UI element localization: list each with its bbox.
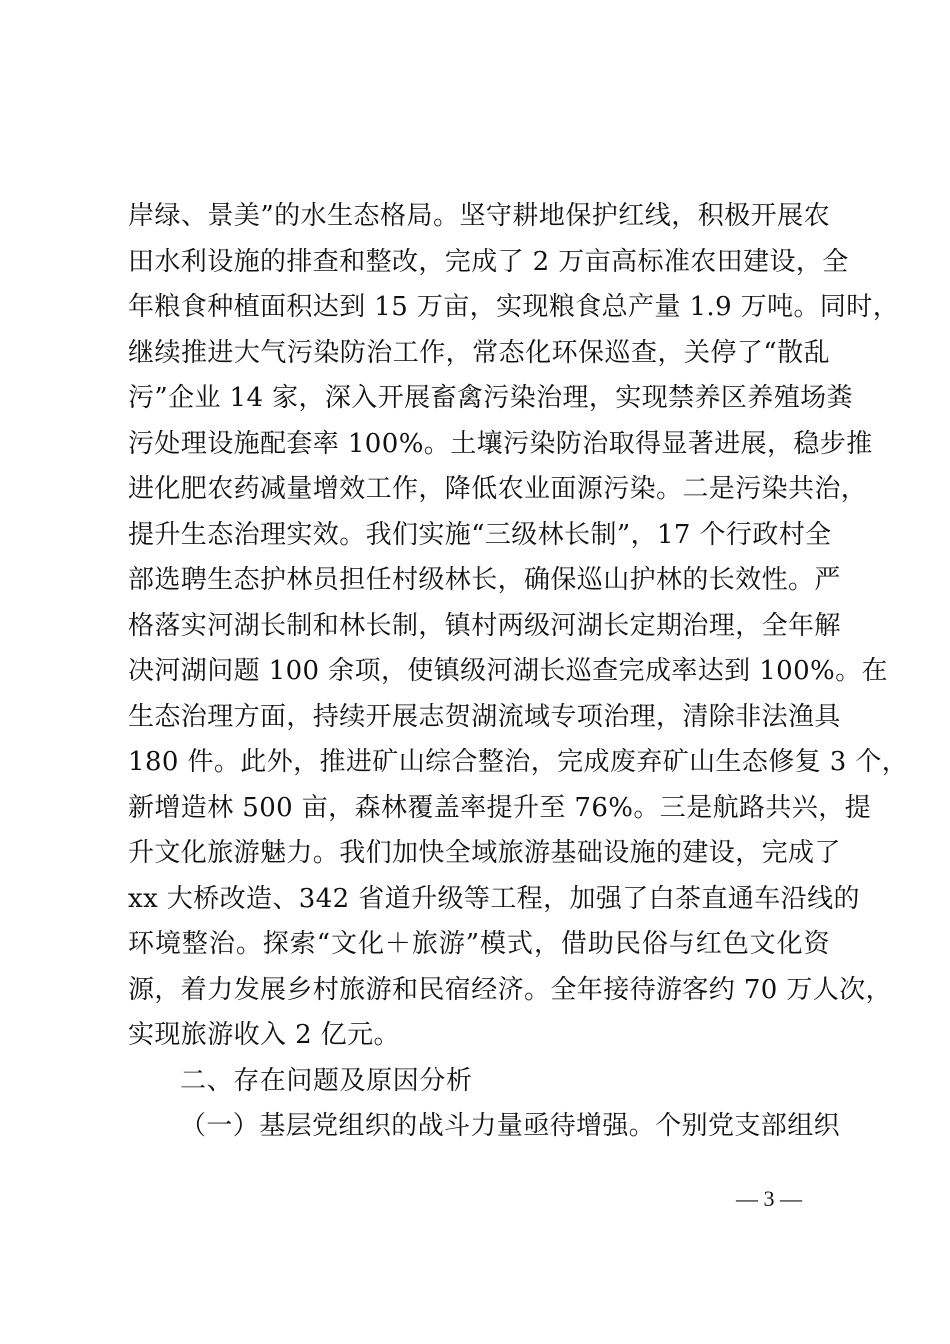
- document-body: [128, 194, 909, 1150]
- body-line: 新增造林 500 亩，森林覆盖率提升至 76%。三是航路共兴，提: [128, 792, 872, 823]
- body-line: 决河湖问题 100 余项，使镇级河湖长巡查完成率达到 100%。在: [128, 656, 888, 686]
- body-line: 污”企业 14 家，深入开展畜禽污染治理，实现禁养区养殖场粪: [128, 383, 853, 413]
- body-line-last: 实现旅游收入 2 亿元。: [128, 1020, 400, 1050]
- body-line: 180 件。此外，推进矿山综合整治，完成废弃矿山生态修复 3 个，: [128, 747, 909, 777]
- body-line: 田水利设施的排查和整改，完成了 2 万亩高标准农田建设，全: [128, 246, 849, 277]
- body-line: 提升生态治理实效。我们实施“三级林长制”，17 个行政村全: [128, 519, 832, 550]
- body-line: xx 大桥改造、342 省道升级等工程，加强了白茶直通车沿线的: [128, 883, 860, 914]
- body-line: 环境整治。探索“文化＋旅游”模式，借助民俗与红色文化资: [128, 929, 830, 959]
- body-line: 继续推进大气污染防治工作，常态化环保巡查，关停了“散乱: [128, 337, 830, 368]
- section-heading: 二、存在问题及原因分析: [180, 1065, 473, 1096]
- body-line: 年粮食种植面积达到 15 万亩，实现粮食总产量 1.9 万吨。同时，: [128, 292, 900, 322]
- section-subheading: （一）基层党组织的战斗力量亟待增强。个别党支部组织: [180, 1111, 841, 1141]
- page-number: — 3 —: [736, 1186, 802, 1211]
- body-line: 升文化旅游魅力。我们加快全域旅游基础设施的建设，完成了: [128, 838, 841, 868]
- body-line: 格落实河湖长制和林长制，镇村两级河湖长定期治理，全年解: [128, 610, 841, 641]
- body-line: 生态治理方面，持续开展志贺湖流域专项治理，清除非法渔具: [128, 701, 841, 732]
- body-line: 源，着力发展乡村旅游和民宿经济。全年接待游客约 70 万人次，: [128, 974, 893, 1005]
- body-line: 部选聘生态护林员担任村级林长，确保巡山护林的长效性。严: [128, 565, 841, 595]
- body-line: 岸绿、景美”的水生态格局。坚守耕地保护红线，积极开展农: [128, 201, 830, 231]
- body-line: 污处理设施配套率 100%。土壤污染防治取得显著进展，稳步推: [128, 428, 873, 459]
- body-line: 进化肥农药减量增效工作，降低农业面源污染。二是污染共治，: [128, 474, 868, 504]
